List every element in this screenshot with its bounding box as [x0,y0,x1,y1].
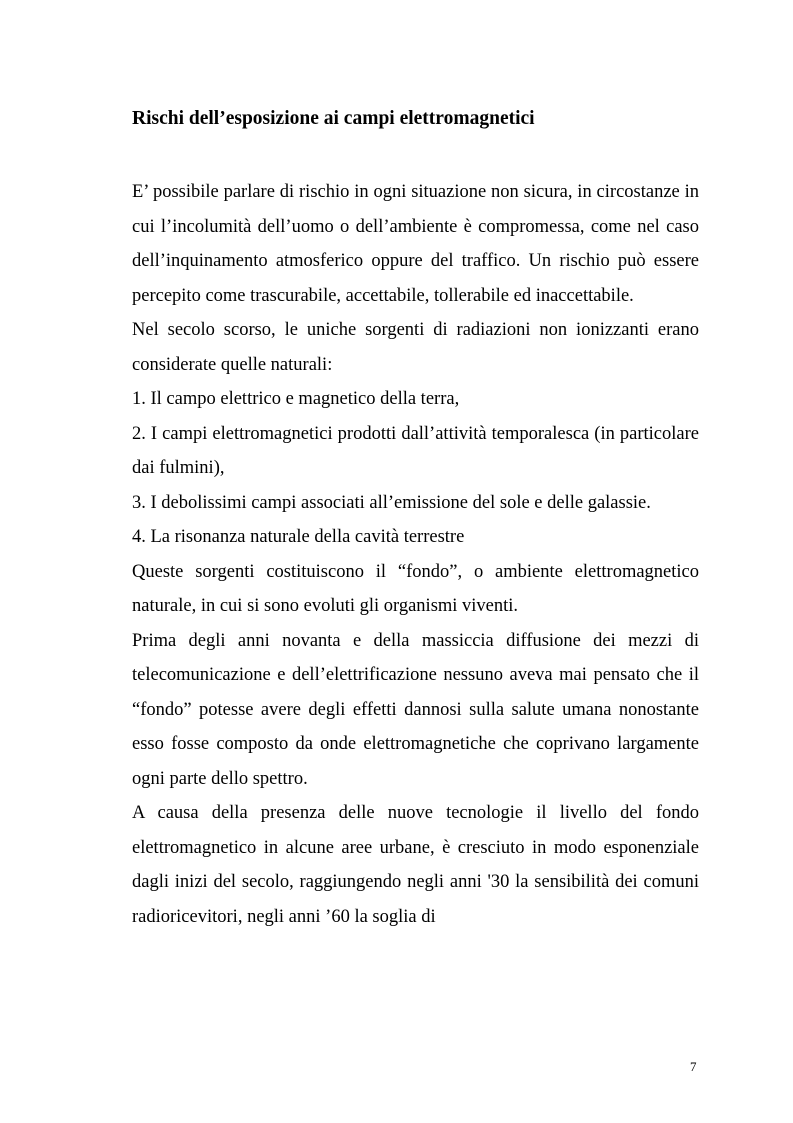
paragraph: Prima degli anni novanta e della massiccia diffusione dei mezzi di telecomunicazione e dell’elettrificazione nessuno aveva mai pensato che il “fondo” potesse avere degli effetti dannosi sulla salute umana nonostante esso fosse composto da onde elettromagnetiche che coprivano largamente ogni parte dello spettro. [132,630,699,789]
list-item: 1. Il campo elettrico e magnetico della terra, [132,389,460,409]
paragraph: E’ possibile parlare di rischio in ogni situazione non sicura, in circostanze in cui l’incolumità dell’uomo o dell’ambiente è compromessa, come nel caso dell’inquinamento atmosferico oppure del traffico. Un rischio può essere percepito come trascurabile, accettabile, tollerabile ed inaccettabile. [132,182,699,306]
list-item: 4. La risonanza naturale della cavità terrestre [132,527,465,547]
list-item: 3. I debolissimi campi associati all’emissione del sole e delle galassie. [132,492,651,513]
paragraph: Nel secolo scorso, le uniche sorgenti di radiazioni non ionizzanti erano considerate quelle naturali: [132,320,699,375]
body-text [132,175,699,934]
page-number: 7 [690,1059,697,1074]
list-item: 2. I campi elettromagnetici prodotti dall’attività temporalesca (in particolare dai fulmini), [132,423,699,478]
paragraph: A causa della presenza delle nuove tecnologie il livello del fondo elettromagnetico in alcune aree urbane, è cresciuto in modo esponenziale dagli inizi del secolo, raggiungendo negli anni '30 la sensibilità dei comuni radioricevitori, negli anni ’60 la soglia di [132,803,699,927]
paragraph: Queste sorgenti costituiscono il “fondo”, o ambiente elettromagnetico naturale, in cui si sono evoluti gli organismi viventi. [132,561,699,616]
section-heading: Rischi dell’esposizione ai campi elettromagnetici [132,108,535,129]
